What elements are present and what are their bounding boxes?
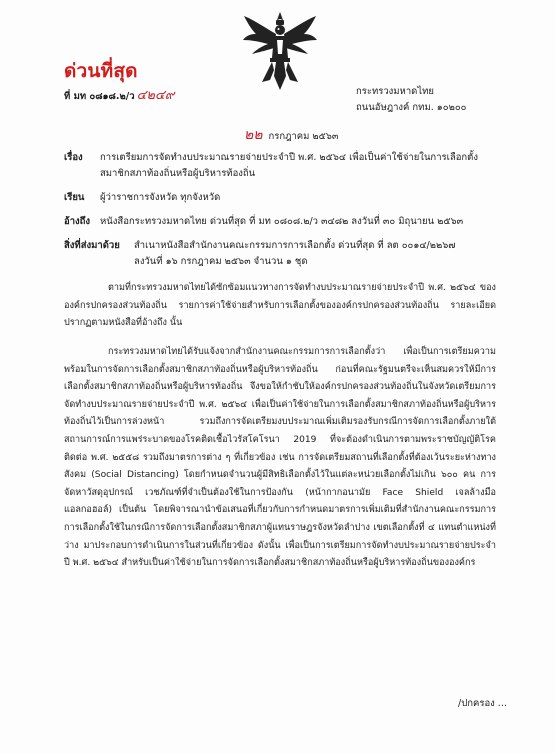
sender-block <box>356 84 466 116</box>
ministry-name: กระทรวงมหาดไทย <box>356 86 434 97</box>
salutation-row <box>64 190 220 206</box>
document-number-handwritten: ๔๒๔๙ <box>136 88 175 103</box>
enclosure-line-1: สำเนาหนังสือสำนักงานคณะกรรมการการเลือกตั้ง ด่วนที่สุด ที่ ลต ๐๐๑๔/๒๒๖๗ <box>134 240 456 251</box>
ministry-address: ถนนอัษฎางค์ กทม. ๑๐๒๐๐ <box>356 102 467 113</box>
document-number-prefix: ที่ มท ๐๘๑๘.๒/ว <box>64 91 135 102</box>
subject-label: เรื่อง <box>64 152 83 163</box>
document-date <box>244 124 338 146</box>
document-number <box>64 84 174 105</box>
date-month-year: กรกฎาคม ๒๕๖๓ <box>268 131 339 142</box>
date-day-handwritten: ๒๒ <box>244 127 263 143</box>
subject-row <box>64 150 478 166</box>
enclosure-line-2: ลงวันที่ ๑๖ กรกฎาคม ๒๕๖๓ จำนวน ๑ ชุด <box>134 256 308 267</box>
paragraph-1-text: ตามที่กระทรวงมหาดไทยได้ซักซ้อมแนวทางการจัดทำงบประมาณรายจ่ายประจำปี พ.ศ. ๒๕๖๔ ขององค์กรปกครองส่วนท้องถิ่น รายการค่าใช้จ่ายสำหรับการเลือกตั้งขององค์กรปกครองส่วนท้องถิ่น รายละเอียดปรากฏตามหนังสือที่อ้างถึง นั้น <box>64 283 496 329</box>
subject-line-1: การเตรียมการจัดทำงบประมาณรายจ่ายประจำปี พ.ศ. ๒๕๖๔ เพื่อเป็นค่าใช้จ่ายในการเลือกตั้ง <box>100 152 478 163</box>
urgency-stamp: ด่วนที่สุด <box>64 60 138 82</box>
salutation-label: เรียน <box>64 192 85 203</box>
paragraph-2 <box>64 344 496 573</box>
reference-row <box>64 214 463 230</box>
reference-label: อ้างถึง <box>64 216 91 227</box>
reference-value: หนังสือกระทรวงมหาดไทย ด่วนที่สุด ที่ มท ๐๘๐๘.๒/ว ๓๔๘๒ ลงวันที่ ๓๐ มิถุนายน ๒๕๖๓ <box>100 216 464 227</box>
salutation-value: ผู้ว่าราชการจังหวัด ทุกจังหวัด <box>100 192 221 203</box>
subject-line-2: สมาชิกสภาท้องถิ่นหรือผู้บริหารท้องถิ่น <box>100 168 256 179</box>
garuda-emblem-icon <box>242 10 318 92</box>
continuation-marker: /ปกครอง ... <box>458 698 507 709</box>
paragraph-1 <box>64 280 496 333</box>
paragraph-2-text: กระทรวงมหาดไทยได้รับแจ้งจากสำนักงานคณะกรรมการการเลือกตั้งว่า เพื่อเป็นการเตรียมความพร้อมในการจัดการเลือกตั้งสมาชิกสภาท้องถิ่นหรือผู้บริหารท้องถิ่น ก่อนที่คณะรัฐมนตรีจะเห็นสมควรให้มีการเลือกตั้งสมาชิกสภาท้องถิ่นหรือผู้บริหารท้องถิ่น จึงขอให้กำชับให้องค์กรปกครองส่วนท้องถิ่นในจังหวัดเตรียมการจัดทำงบประมาณรายจ่ายประจำปี พ.ศ. ๒๕๖๔ เพื่อเป็นค่าใช้จ่ายในการเลือกตั้งสมาชิกสภาท้องถิ่นหรือผู้บริหารท้องถิ่นไว้เป็นการล่วงหน้า รวมถึงการจัดเตรียมงบประมาณเพิ่มเติมรองรับกรณีการจัดการเลือกตั้งภายใต้สถานการณ์การแพร่ระบาดของโรคติดเชื้อไวรัสโคโรนา 2019 ที่จะต้องดำเนินการตามพระราชบัญญัติโรคติดต่อ พ.ศ. ๒๕๕๘ รวมถึงมาตรการต่าง ๆ ที่เกี่ยวข้อง เช่น การจัดเตรียมสถานที่เลือกตั้งที่ต้องเว้นระยะห่างทางสังคม (Social Distancing) โดยกำหนดจำนวนผู้มีสิทธิเลือกตั้งไว้ในแต่ละหน่วยเลือกตั้งไม่เกิน ๖๐๐ คน การจัดหาวัสดุอุปกรณ์ เวชภัณฑ์ที่จำเป็นต้องใช้ในการป้องกัน (หน้ากากอนามัย Face Shield เจลล้างมือแอลกอฮอล์) เป็นต้น โดยพิจารณานำข้อเสนอที่เกี่ยวกับการกำหนดมาตรการเพิ่มเติมที่สำนักงานคณะกรรมการการเลือกตั้งใช้ในกรณีการจัดการเลือกตั้งสมาชิกสภาผู้แทนราษฎรจังหวัดลำปาง เขตเลือกตั้งที่ ๔ แทนตำแหน่งที่ว่าง มาประกอบการดำเนินการในส่วนที่เกี่ยวข้อง ดังนั้น เพื่อเป็นการเตรียมการจัดทำงบประมาณรายจ่ายประจำปี พ.ศ. ๒๕๖๔ สำหรับเป็นค่าใช้จ่ายในการจัดการเลือกตั้งสมาชิกสภาท้องถิ่นหรือผู้บริหารท้องถิ่นขององค์กร <box>64 347 496 569</box>
enclosure-row <box>64 238 455 254</box>
enclosure-label: สิ่งที่ส่งมาด้วย <box>64 240 120 251</box>
